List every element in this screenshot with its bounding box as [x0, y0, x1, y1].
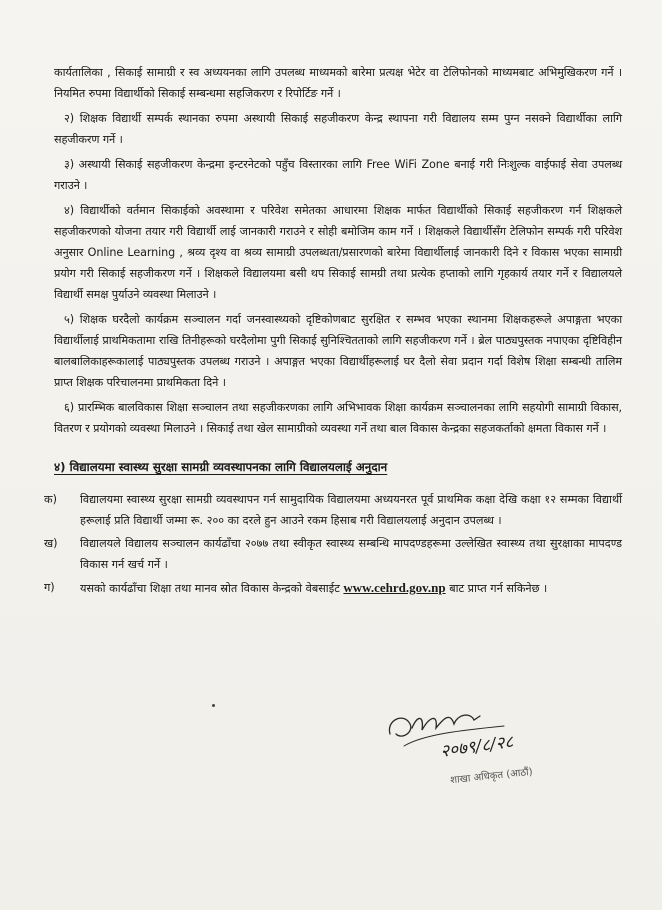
paragraph-2: २) शिक्षक विद्यार्थी सम्पर्क स्थानका रुपमा अस्थायी सिकाई सहजीकरण केन्द्र स्थापना गरी विद्यालय सम्म पुग्न नसक्ने विद्यार्थीका लागि सहजीकरण गर्ने । — [54, 112, 622, 146]
list-item-text: विद्यालयले विद्यालय सञ्चालन कार्यढाँचा २०७७ तथा स्वीकृत स्वास्थ्य सम्बन्धि मापदण्डहरूमा उल्लेखित स्वास्थ्य तथा सुरक्षाका मापदण्ड विकास गर्न खर्च गर्ने । — [80, 537, 622, 571]
paragraph-intro: कार्यतालिका , सिकाई सामाग्री र स्व अध्ययनका लागि उपलब्ध माध्यमको बारेमा प्रत्यक्ष भेटेर वा टेलिफोनको माध्यमबाट अभिमुखिकरण गर्ने । नियमित रुपमा विद्यार्थीको सिकाई सम्बन्धमा सहजिकरण र रिपोर्टिङ गर्ने । — [54, 66, 622, 100]
paragraph-4: ४) विद्यार्थीको वर्तमान सिकाईको अवस्थामा र परिवेश समेतका आधारमा शिक्षक मार्फत विद्यार्थीको सिकाई सहजीकरण गर्न शिक्षकले सहजीकरणको योजना तयार गरी विद्यार्थी लाई जानकारी गराउने र सोही बमोजिम काम गर्ने । शिक्षकले विद्यार्थीसँग टेलिफोन सम्पर्क गरी परिवेश अनुसार Online Learning , श्रव्य दृश्य वा श्रव्य सामाग्री उपलब्धता/प्रसारणको बारेमा विद्यार्थीलाई जानकारी दिने र विकास भएका सामाग्री प्रयोग गरी सिकाई सहजीकरण गर्ने । शिक्षकले विद्यालयमा बसी थप सिकाई सामग्री तथा प्रत्येक हप्ताको लागि गृहकार्य तयार गर्ने र विद्यालयले विद्यार्थी समक्ष पुर्याउने व्यवस्था मिलाउने । — [54, 204, 622, 301]
list-item-text: विद्यालयमा स्वास्थ्य सुरक्षा सामग्री व्यवस्थापन गर्न सामुदायिक विद्यालयमा अध्ययनरत पूर्व प्राथमिक कक्षा देखि कक्षा १२ सम्मका विद्यार्थी हरूलाई प्रति विद्यार्थी जम्मा रू. २०० का दरले हुन आउने रकम हिसाब गरी विद्यालयलाई अनुदान उपलब्ध । — [80, 493, 622, 527]
list-marker: ग) — [44, 581, 55, 594]
grant-list — [44, 489, 622, 599]
website-link[interactable]: www.cehrd.gov.np — [343, 580, 446, 595]
list-marker: क) — [44, 493, 57, 506]
list-marker: ख) — [44, 537, 58, 550]
signature — [384, 704, 584, 824]
signature-caption: शाखा अधिकृत (आठौं) — [449, 766, 534, 787]
list-item — [44, 533, 622, 575]
paragraph-3: ३) अस्थायी सिकाई सहजीकरण केन्द्रमा इन्टरनेटको पहुँच विस्तारका लागि Free WiFi Zone बनाई गरी निःशुल्क वाईफाई सेवा उपलब्ध गराउने । — [54, 158, 622, 192]
stray-dot — [212, 704, 215, 707]
list-item — [44, 577, 622, 599]
list-item — [44, 489, 622, 531]
list-item-text-after: बाट प्राप्त गर्न सकिनेछ । — [449, 582, 548, 595]
paragraph-6: ६) प्रारम्भिक बालविकास शिक्षा सञ्चालन तथा सहजीकरणका लागि अभिभावक शिक्षा कार्यक्रम सञ्चालनका लागि सहयोगी सामाग्री विकास, वितरण र प्रयोगको व्यवस्था मिलाउने । सिकाई तथा खेल सामाग्रीको व्यवस्था गर्ने तथा बाल विकास केन्द्रका सहजकर्ताको क्षमता विकास गर्ने । — [54, 401, 622, 435]
list-item-text-before: यसको कार्यढाँचा शिक्षा तथा मानव स्रोत विकास केन्द्रको वेबसाईट — [80, 582, 340, 595]
signature-date: २०७९/८/२८ — [439, 731, 515, 762]
paragraph-5: ५) शिक्षक घरदैलो कार्यक्रम सञ्चालन गर्दा जनस्वास्थ्यको दृष्टिकोणबाट सुरक्षित र सम्भव भएका स्थानमा शिक्षकहरूले अपाङ्गता भएका विद्यार्थीलाई प्राथमिकतामा राखि तिनीहरूको घरदैलोमा पुगी सिकाई सुनिश्चितताको लागि सहजीकरण गर्ने । ब्रेल पाठ्यपुस्तक नपाएका दृष्टिविहीन बालबालिकाहरूकालाई पाठ्यपुस्तक उपलब्ध गराउने । अपाङ्गत भएका विद्यार्थीहरूलाई घर दैलो सेवा प्रदान गर्दा विशेष शिक्षा सम्बन्धी तालिम प्राप्त शिक्षक परिचालनमा प्राथमिकता दिने । — [54, 313, 622, 389]
section-title: ४) विद्यालयमा स्वास्थ्य सुरक्षा सामग्री व्यवस्थापनका लागि विद्यालयलाई अनुदान — [54, 460, 388, 474]
